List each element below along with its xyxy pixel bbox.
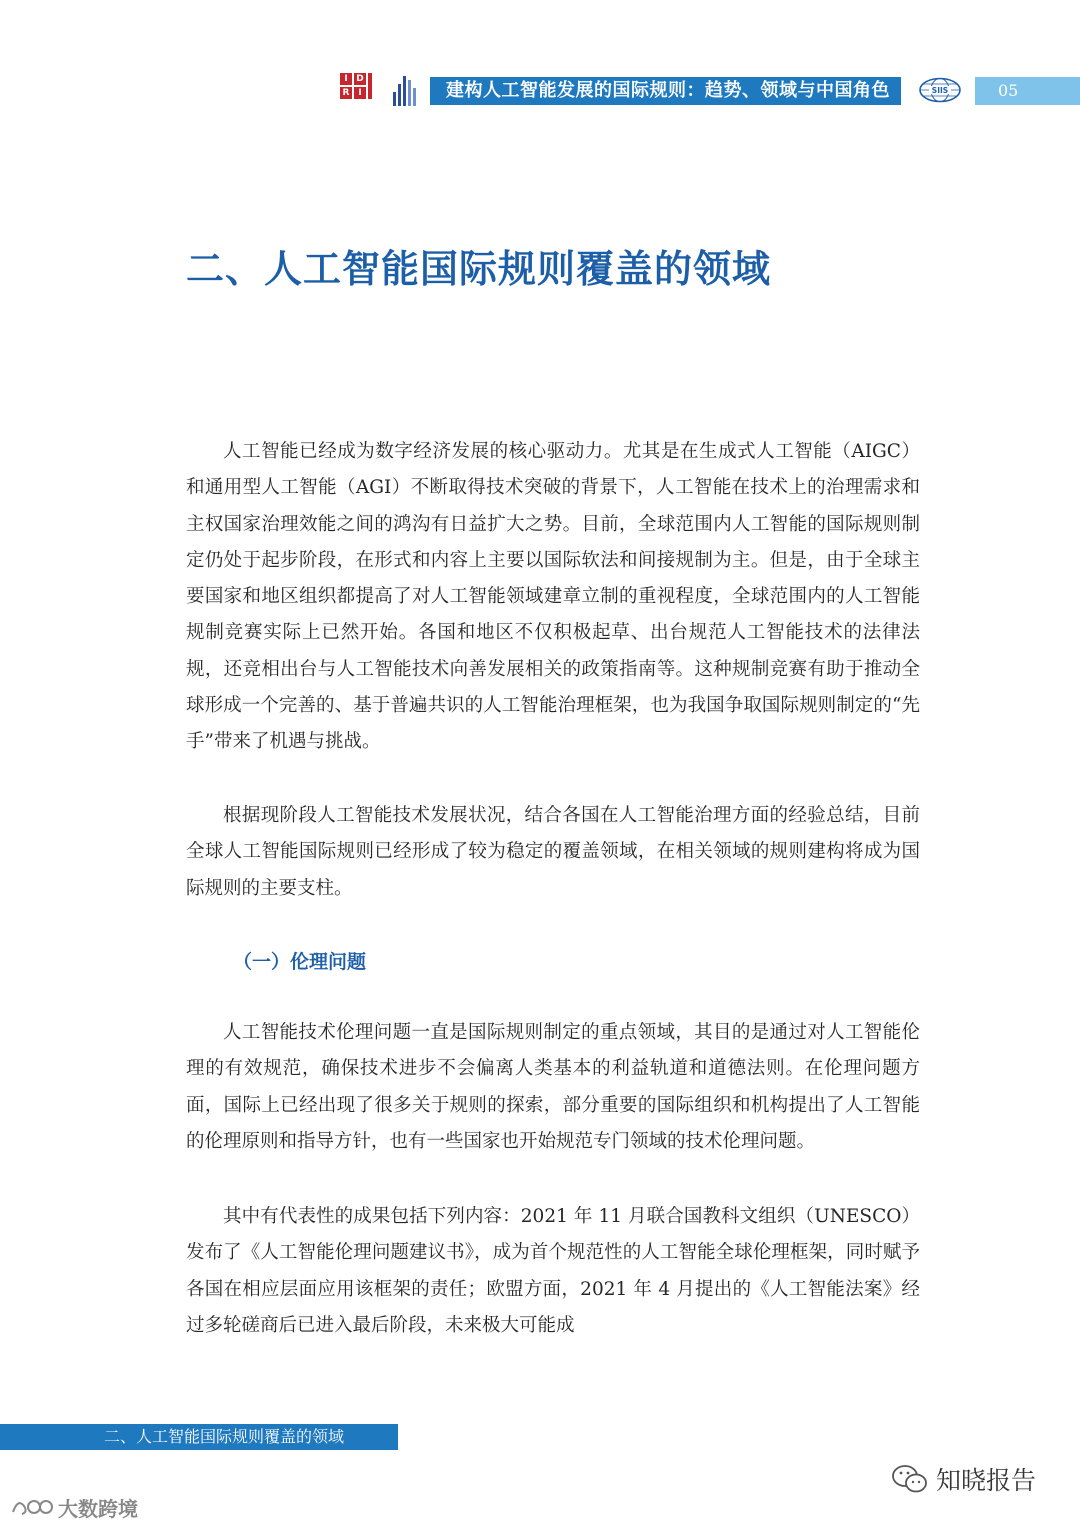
- footer-running-title: 二、人工智能国际规则覆盖的领域: [104, 1427, 345, 1446]
- logo-letter: I: [340, 73, 352, 85]
- subsection-title: （一）伦理问题: [233, 951, 367, 973]
- watermark-right-text: 知晓报告: [936, 1466, 1037, 1495]
- bar-logo-icon: [393, 74, 423, 106]
- logo-letter: R: [340, 87, 352, 99]
- watermark-logo-icon: [10, 1496, 54, 1518]
- page-number-band: [975, 77, 1080, 105]
- body-paragraph: 根据现阶段人工智能技术发展状况，结合各国在人工智能治理方面的经验总结，目前全球人工智能国际规则已经形成了较为稳定的覆盖领域，在相关领域的规则建构将成为国际规则的主要支柱。: [186, 805, 920, 899]
- siis-globe-icon: [918, 77, 962, 103]
- page-number: 05: [998, 81, 1019, 100]
- watermark-left-text: 大数跨境: [58, 1496, 138, 1521]
- body-paragraph: 人工智能技术伦理问题一直是国际规则制定的重点领域，其目的是通过对人工智能伦理的有效规范，确保技术进步不会偏离人类基本的利益轨道和道德法则。在伦理问题方面，国际上已经出现了很多关于规则的探索，部分重要的国际组织和机构提出了人工智能的伦理原则和指导方针，也有一些国家也开始规范专门领域的技术伦理问题。: [186, 1022, 920, 1152]
- wechat-icon: [890, 1463, 930, 1495]
- logo-letter: D: [354, 73, 366, 85]
- idri-logo: [340, 73, 380, 111]
- report-title: 建构人工智能发展的国际规则：趋势、领域与中国角色: [446, 80, 890, 101]
- body-paragraph: 人工智能已经成为数字经济发展的核心驱动力。尤其是在生成式人工智能（AIGC）和通用型人工智能（AGI）不断取得技术突破的背景下，人工智能在技术上的治理需求和主权国家治理效能之间的鸿沟有日益扩大之势。目前，全球范围内人工智能的国际规则制定仍处于起步阶段，在形式和内容上主要以国际软法和间接规制为主。但是，由于全球主要国家和地区组织都提高了对人工智能领域建章立制的重视程度，全球范围内的人工智能规制竞赛实际上已然开始。各国和地区不仅积极起草、出台规范人工智能技术的法律法规，还竞相出台与人工智能技术向善发展相关的政策指南等。这种规制竞赛有助于推动全球形成一个完善的、基于普遍共识的人工智能治理框架，也为我国争取国际规则制定的“先手”带来了机遇与挑战。: [186, 441, 920, 753]
- body-paragraph: 其中有代表性的成果包括下列内容：2021 年 11 月联合国教科文组织（UNESCO）发布了《人工智能伦理问题建议书》，成为首个规范性的人工智能全球伦理框架，同时赋予各国在相应层面应用该框架的责任；欧盟方面，2021 年 4 月提出的《人工智能法案》经过多轮磋商后已进入最后阶段，未来极大可能成: [186, 1206, 920, 1336]
- section-title: 二、人工智能国际规则覆盖的领域: [186, 246, 772, 291]
- logo-letter: I: [354, 87, 366, 99]
- watermark-right: [890, 1460, 1036, 1498]
- globe-label: SIIS: [931, 86, 949, 95]
- watermark-left: [10, 1492, 138, 1522]
